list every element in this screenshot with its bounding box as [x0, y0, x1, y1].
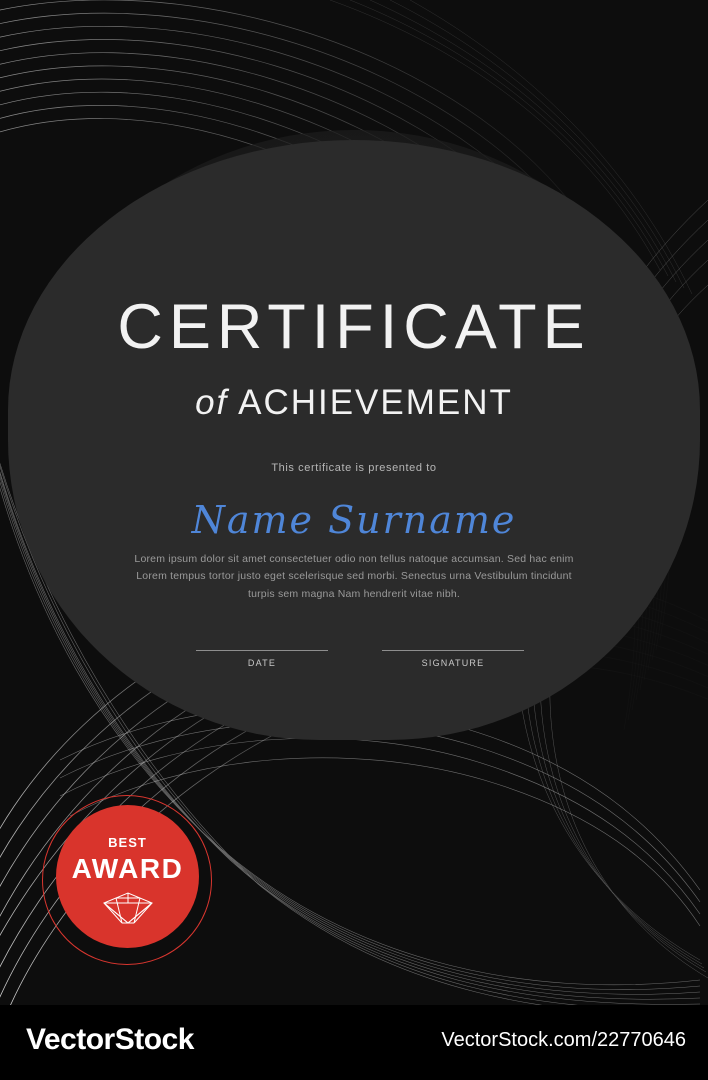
badge-top-text: BEST	[108, 835, 147, 850]
recipient-name: Name Surname	[191, 498, 517, 542]
date-field	[196, 650, 328, 680]
certificate-body-text: Lorem ipsum dolor sit amet consectetuer odio non tellus natoque accumsan. Sed hac enim Lorem tempus tortor justo eget scelerisque sed morbi. Senectus urna Vestibulum tincidunt turpis sem magna Nam hendrerit vitae nibh.	[134, 553, 574, 600]
presented-to-label: This certificate is presented to	[271, 462, 437, 474]
signature-rule	[382, 650, 524, 651]
watermark-footer	[0, 1005, 708, 1080]
award-badge	[42, 795, 214, 967]
signature-field	[382, 650, 524, 680]
signature-label: SIGNATURE	[421, 658, 485, 668]
date-label: DATE	[247, 658, 277, 668]
certificate-subtitle-of: of	[195, 383, 229, 422]
date-rule	[196, 650, 328, 651]
vectorstock-url: VectorStock.com/22770646	[441, 1029, 686, 1051]
certificate-subtitle-text: ACHIEVEMENT	[238, 383, 513, 422]
certificate-title: CERTIFICATE	[117, 292, 591, 362]
diamond-gem-icon	[56, 891, 199, 930]
vectorstock-logo: VectorStock	[26, 1023, 194, 1056]
badge-main-text: AWARD	[71, 853, 184, 884]
certificate-subtitle	[0, 385, 708, 420]
